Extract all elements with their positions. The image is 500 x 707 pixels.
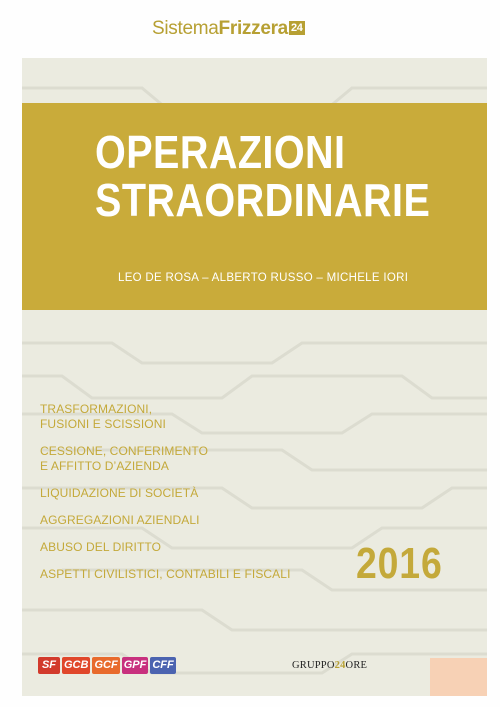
authors-line: LEO DE ROSA – ALBERTO RUSSO – MICHELE IORI: [118, 272, 409, 284]
series-brand-logo: [152, 18, 305, 40]
topic-item: [40, 486, 360, 501]
publisher-part-ore: ORE: [345, 660, 368, 671]
publisher-part-gruppo: GRUPPO: [292, 660, 335, 671]
title-line-1: OPERAZIONI: [95, 126, 346, 178]
speech-bubble-notch: [214, 50, 228, 58]
brand-part-24: 24: [290, 22, 303, 34]
title-line-2: STRAORDINARIE: [95, 174, 431, 226]
topic-text: LIQUIDAZIONE DI SOCIETÀ: [40, 486, 199, 500]
brand-part-frizzera: Frizzera: [218, 18, 288, 39]
publisher-part-24: 24: [334, 660, 346, 671]
series-badge-gpf: GPF: [122, 657, 149, 674]
series-badge-gcb: GCB: [62, 657, 90, 674]
corner-accent-block: [430, 658, 487, 696]
topics-list: [40, 402, 360, 594]
series-badge-sf: SF: [38, 657, 60, 674]
topic-item: [40, 444, 360, 474]
topic-item: [40, 402, 360, 432]
series-badge-gcf: GCF: [92, 657, 119, 674]
topic-item: [40, 540, 360, 555]
series-badges: [38, 657, 176, 674]
topic-item: [40, 513, 360, 528]
topic-text: TRASFORMAZIONI,: [40, 402, 153, 416]
topic-item: [40, 567, 360, 582]
topic-text: ABUSO DEL DIRITTO: [40, 540, 162, 554]
topic-text: AGGREGAZIONI AZIENDALI: [40, 513, 200, 527]
brand-part-sistema: Sistema: [152, 18, 219, 39]
topic-text: FUSIONI E SCISSIONI: [40, 417, 166, 431]
publisher-logo: [292, 660, 367, 671]
topic-text: E AFFITTO D’AZIENDA: [40, 459, 170, 473]
topic-text: CESSIONE, CONFERIMENTO: [40, 444, 208, 458]
topic-text: ASPETTI CIVILISTICI, CONTABILI E FISCALI: [40, 567, 291, 581]
book-title: [95, 126, 431, 226]
edition-year: 2016: [356, 539, 443, 588]
series-badge-cff: CFF: [150, 657, 175, 674]
